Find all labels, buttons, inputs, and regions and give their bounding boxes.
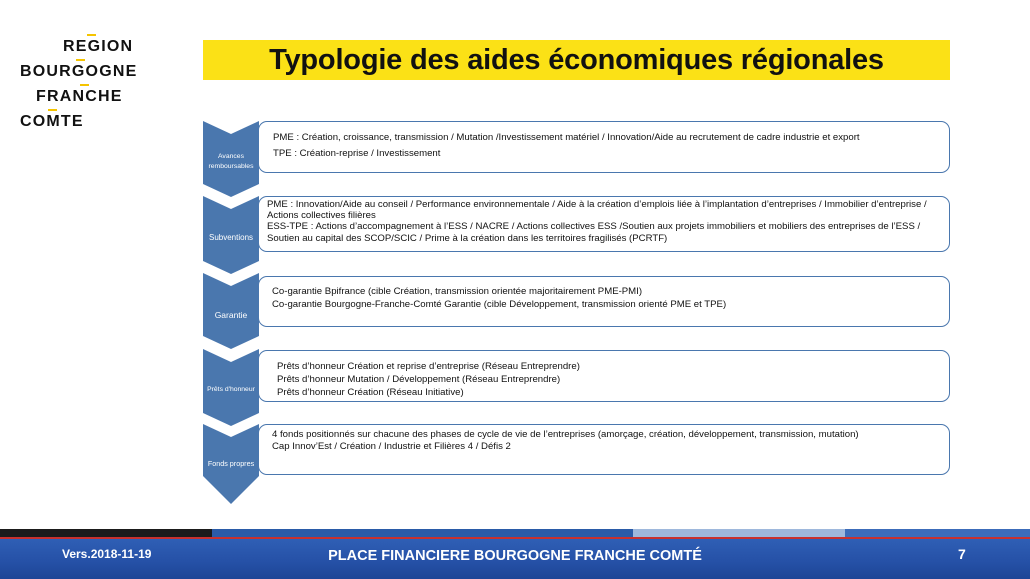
logo-accent-dash [80, 84, 89, 86]
logo-line-region: REGION [63, 38, 134, 55]
chevron-fonds-propres [203, 424, 259, 504]
title-bar [203, 40, 950, 80]
logo-accent-dash [87, 34, 96, 36]
chevron-label: Avances remboursables [208, 153, 254, 170]
chevron-label: Prêts d'honneur [207, 386, 255, 393]
chevron-label: Garantie [214, 310, 248, 320]
content-line: Prêts d’honneur Création et reprise d’entreprise (Réseau Entreprendre) [277, 361, 580, 372]
region-logo [20, 38, 160, 138]
content-line: ESS-TPE : Actions d’accompagnement à l’ESS / NACRE / Actions collectives ESS /Soutien aux projets immobiliers et mobiliers des entreprises de l’ESS / Soutien au capital des SCOP/SCIC / Prime à la création dans les territoires fragilisés (PCRTF) [267, 221, 921, 244]
logo-accent-dash [48, 109, 57, 111]
content-line: PME : Innovation/Aide au conseil / Performance environnementale / Aide à la création d’emplois liée à l’implantation d’entreprises / Immobilier d’entreprise / Actions collectives filières [267, 199, 927, 222]
footer-title: PLACE FINANCIERE BOURGOGNE FRANCHE COMTÉ [328, 548, 702, 564]
content-line: Prêts d’honneur Création (Réseau Initiative) [277, 387, 464, 398]
content-line: 4 fonds positionnés sur chacune des phases de cycle de vie de l’entreprises (amorçage, création, développement, transmission, mutation) [272, 429, 859, 440]
content-box-prets [258, 350, 950, 402]
content-line: Prêts d’honneur Mutation / Développement (Réseau Entreprendre) [277, 374, 561, 385]
logo-line-franche: FRANCHE [36, 88, 123, 105]
content-box-garantie [258, 276, 950, 327]
logo-accent-dash [76, 59, 85, 61]
logo-line-bourgogne: BOURGOGNE [20, 63, 138, 80]
chevron-prets-honneur [203, 349, 259, 426]
page-title: Typologie des aides économiques régionales [269, 43, 884, 76]
content-box-fonds-propres [258, 424, 950, 475]
chevron-subventions [203, 196, 259, 274]
content-box-avances [258, 121, 950, 173]
chevron-label: Fonds propres [207, 459, 255, 468]
logo-line-comte: COMTE [20, 113, 84, 130]
content-line: Cap Innov’Est / Création / Industrie et Filières 4 / Défis 2 [272, 441, 511, 452]
footer-color-strip [0, 529, 1030, 537]
content-line: TPE : Création-reprise / Investissement [273, 147, 441, 159]
version-label: Vers.2018-11-19 [62, 547, 152, 561]
page-number: 7 [958, 546, 966, 562]
footer-bar [0, 539, 1030, 579]
content-line: Co-garantie Bourgogne-Franche-Comté Garantie (cible Développement, transmission orienté PME et TPE) [272, 299, 727, 310]
content-line: Co-garantie Bpifrance (cible Création, transmission orientée majoritairement PME-PMI) [272, 286, 643, 297]
chevron-label: Subventions [208, 233, 254, 242]
chevron-garantie [203, 273, 259, 349]
content-line: PME : Création, croissance, transmission / Mutation /Investissement matériel / Innovation/Aide au recrutement de cadre industrie et export [273, 132, 860, 143]
content-box-subventions [258, 196, 950, 252]
chevron-avances-remboursables [203, 121, 259, 197]
